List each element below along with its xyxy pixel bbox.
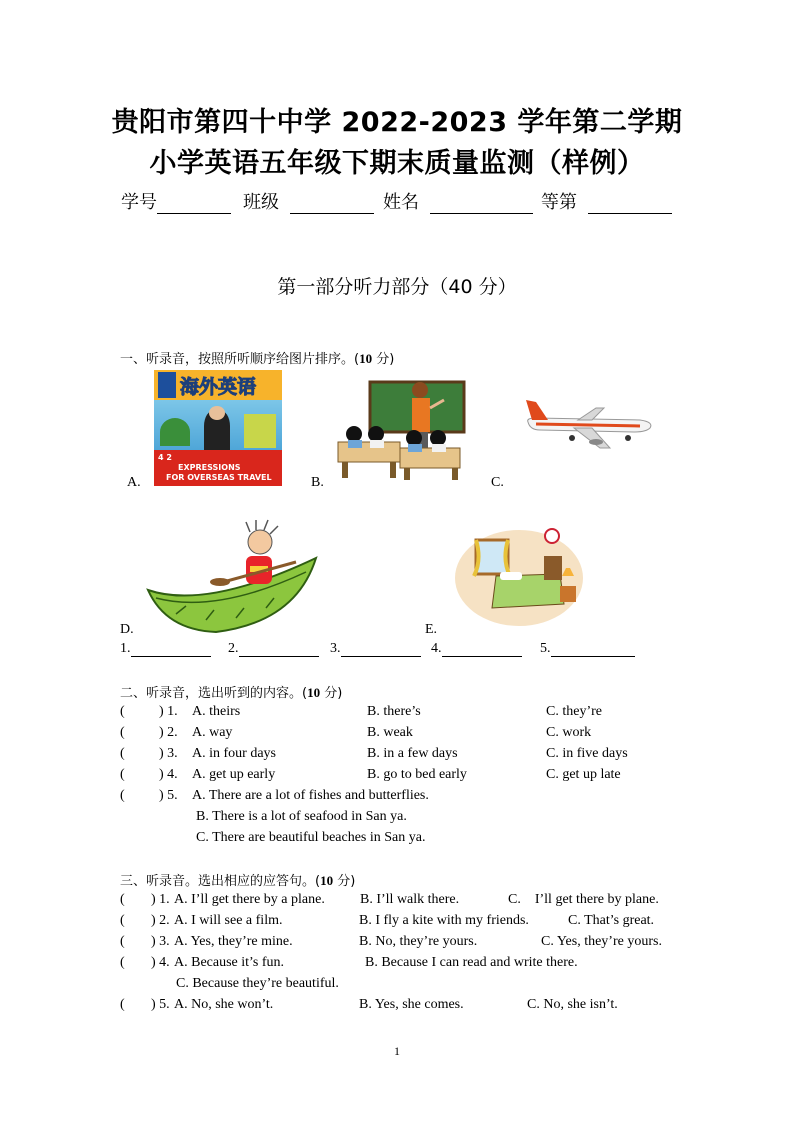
answer-blank-2[interactable]: 2. bbox=[228, 641, 319, 657]
s3-q1-option-a: A. I’ll get there by a plane. bbox=[174, 892, 325, 907]
s2-q4-num: ) 4. bbox=[159, 767, 178, 782]
s3-q3-num: ) 3. bbox=[151, 934, 170, 949]
class-field bbox=[243, 188, 374, 214]
section2-title: 二、听录音，选出听到的内容。(10 分) bbox=[120, 685, 343, 701]
s2-q1-num: ) 1. bbox=[159, 704, 178, 719]
s2-q5-option-c: C. There are beautiful beaches in San ya. bbox=[196, 830, 426, 845]
student-id-blank[interactable] bbox=[157, 195, 231, 214]
grade-field bbox=[541, 188, 672, 214]
s2-q3-option-c: C. in five days bbox=[546, 746, 628, 761]
magazine-headline: 4 2 EXPRESSIONS FOR OVERSEAS TRAVEL bbox=[158, 453, 272, 482]
picture-c-airplane bbox=[522, 398, 656, 454]
s2-q5-paren[interactable]: ( bbox=[120, 788, 125, 803]
answer-blank-5[interactable]: 5. bbox=[540, 641, 635, 657]
s3-q2-paren[interactable]: ( bbox=[120, 913, 125, 928]
s2-q2-option-c: C. work bbox=[546, 725, 592, 740]
s3-q4-paren[interactable]: ( bbox=[120, 955, 125, 970]
answer-blank-4[interactable]: 4. bbox=[431, 641, 522, 657]
grade-blank[interactable] bbox=[588, 195, 672, 214]
magazine-brand: 海外英语 bbox=[180, 376, 257, 398]
s2-q5-option-a: A. There are a lot of fishes and butterflies. bbox=[192, 788, 429, 803]
s2-q4-option-c: C. get up late bbox=[546, 767, 621, 782]
s2-q4-option-a: A. get up early bbox=[192, 767, 276, 782]
s3-q3-option-a: A. Yes, they’re mine. bbox=[174, 934, 293, 949]
s3-q5-option-b: B. Yes, she comes. bbox=[359, 997, 464, 1012]
picture-b-classroom bbox=[334, 376, 468, 480]
s3-q1-option-c: C. I’ll get there by plane. bbox=[508, 892, 659, 907]
s3-q3-paren[interactable]: ( bbox=[120, 934, 125, 949]
s2-q1-option-b: B. there’s bbox=[367, 704, 421, 719]
part1-title: 第一部分听力部分（40 分） bbox=[277, 276, 517, 298]
section1-title: 一、听录音，按照所听顺序给图片排序。(10 分) bbox=[120, 351, 395, 367]
s3-q5-option-c: C. No, she isn’t. bbox=[527, 997, 618, 1012]
s3-q5-num: ) 5. bbox=[151, 997, 170, 1012]
s2-q5-option-b: B. There is a lot of seafood in San ya. bbox=[196, 809, 407, 824]
s3-q1-paren[interactable]: ( bbox=[120, 892, 125, 907]
picture-e-label: E. bbox=[425, 622, 438, 637]
s3-q5-paren[interactable]: ( bbox=[120, 997, 125, 1012]
s3-q2-option-b: B. I fly a kite with my friends. bbox=[359, 913, 529, 928]
s3-q4-option-c: C. Because they’re beautiful. bbox=[176, 976, 339, 991]
s3-q5-option-a: A. No, she won’t. bbox=[174, 997, 274, 1012]
s3-q4-option-b: B. Because I can read and write there. bbox=[365, 955, 578, 970]
s2-q4-paren[interactable]: ( bbox=[120, 767, 125, 782]
picture-d-canoe bbox=[146, 518, 320, 634]
picture-a-label: A. bbox=[127, 475, 141, 490]
s2-q1-option-c: C. they’re bbox=[546, 704, 602, 719]
s2-q2-option-b: B. weak bbox=[367, 725, 413, 740]
page-number: 1 bbox=[394, 1044, 400, 1058]
s3-q4-option-a: A. Because it’s fun. bbox=[174, 955, 285, 970]
class-label: 班级 bbox=[243, 192, 279, 213]
s2-q3-option-b: B. in a few days bbox=[367, 746, 458, 761]
s2-q2-option-a: A. way bbox=[192, 725, 233, 740]
student-id-field bbox=[121, 188, 231, 214]
picture-a-magazine bbox=[154, 370, 282, 486]
s2-q2-paren[interactable]: ( bbox=[120, 725, 125, 740]
name-field bbox=[383, 188, 533, 214]
title-line-2: 小学英语五年级下期末质量监测（样例） bbox=[149, 148, 645, 179]
s3-q1-option-b: B. I’ll walk there. bbox=[360, 892, 460, 907]
picture-d-label: D. bbox=[120, 622, 134, 637]
picture-b-label: B. bbox=[311, 475, 324, 490]
s2-q1-option-a: A. theirs bbox=[192, 704, 241, 719]
answer-blank-1[interactable]: 1. bbox=[120, 641, 211, 657]
s3-q2-option-c: C. That’s great. bbox=[568, 913, 655, 928]
s2-q1-paren[interactable]: ( bbox=[120, 704, 125, 719]
s3-q2-num: ) 2. bbox=[151, 913, 170, 928]
s2-q3-num: ) 3. bbox=[159, 746, 178, 761]
s3-q3-option-b: B. No, they’re yours. bbox=[359, 934, 478, 949]
s2-q3-paren[interactable]: ( bbox=[120, 746, 125, 761]
picture-e-bedroom bbox=[452, 524, 586, 628]
name-blank[interactable] bbox=[430, 195, 533, 214]
picture-c-label: C. bbox=[491, 475, 504, 490]
title-line-1: 贵阳市第四十中学 2022-2023 学年第二学期 bbox=[111, 107, 683, 138]
answer-blank-3[interactable]: 3. bbox=[330, 641, 421, 657]
s3-q2-option-a: A. I will see a film. bbox=[174, 913, 283, 928]
s3-q3-option-c: C. Yes, they’re yours. bbox=[541, 934, 662, 949]
section3-title: 三、听录音。选出相应的应答句。(10 分) bbox=[120, 873, 356, 889]
grade-label: 等第 bbox=[541, 192, 577, 213]
s3-q4-num: ) 4. bbox=[151, 955, 170, 970]
s2-q3-option-a: A. in four days bbox=[192, 746, 276, 761]
student-id-label: 学号 bbox=[121, 192, 157, 213]
s2-q2-num: ) 2. bbox=[159, 725, 178, 740]
s2-q5-num: ) 5. bbox=[159, 788, 178, 803]
s3-q1-num: ) 1. bbox=[151, 892, 170, 907]
s2-q4-option-b: B. go to bed early bbox=[367, 767, 467, 782]
name-label: 姓名 bbox=[383, 192, 419, 213]
class-blank[interactable] bbox=[290, 195, 374, 214]
